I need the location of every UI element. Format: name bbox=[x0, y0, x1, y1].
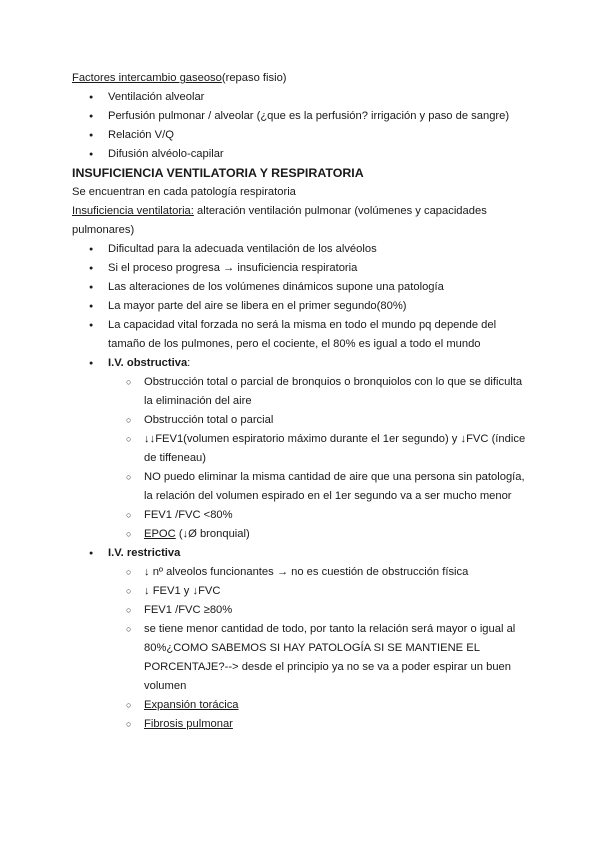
sub-item: ○ FEV1 /FVC ≥80% bbox=[108, 601, 532, 620]
sub-item: ○ Obstrucción total o parcial de bronquios o bronquiolos con lo que se dificulta la eliminación del aire bbox=[108, 373, 532, 411]
definition-text: alteración ventilación pulmonar (volúmenes y capacidades pulmonares) bbox=[72, 205, 487, 236]
restrictiva-sublist bbox=[108, 563, 532, 734]
main-bullets bbox=[72, 240, 532, 734]
document-page bbox=[72, 69, 532, 734]
list-item: ● Ventilación alveolar bbox=[72, 88, 532, 107]
list-item: ● Las alteraciones de los volúmenes dinámicos supone una patología bbox=[72, 278, 532, 297]
epoc-detail: (↓Ø bronquial) bbox=[175, 528, 250, 540]
sub-item: ○ FEV1 /FVC <80% bbox=[108, 506, 532, 525]
section-title-underlined: Factores intercambio gaseoso bbox=[72, 72, 222, 84]
definition-term: Insuficiencia ventilatoria: bbox=[72, 205, 194, 217]
list-item: ● Perfusión pulmonar / alveolar (¿que es la perfusión? irrigación y paso de sangre) bbox=[72, 107, 532, 126]
sub-item: ○ Obstrucción total o parcial bbox=[108, 411, 532, 430]
sub-item-link bbox=[108, 715, 532, 734]
definition bbox=[72, 202, 532, 240]
restrictiva-item bbox=[72, 544, 532, 734]
list-item: ● La mayor parte del aire se libera en el primer segundo(80%) bbox=[72, 297, 532, 316]
expansion-toracica-link[interactable]: Expansión torácica bbox=[144, 699, 239, 711]
main-heading: INSUFICIENCIA VENTILATORIA Y RESPIRATORIA bbox=[72, 166, 364, 180]
fibrosis-pulmonar-link[interactable]: Fibrosis pulmonar bbox=[144, 718, 233, 730]
sub-item-epoc bbox=[108, 525, 532, 544]
list-item: ● Dificultad para la adecuada ventilación de los alvéolos bbox=[72, 240, 532, 259]
restrictiva-label: I.V. restrictiva bbox=[108, 547, 181, 559]
obstructiva-label: I.V. obstructiva bbox=[108, 357, 188, 369]
epoc-link[interactable]: EPOC bbox=[144, 528, 176, 540]
sub-item: ○ NO puedo eliminar la misma cantidad de aire que una persona sin patología, la relación del volumen espirado en el 1er segundo va a ser mucho menor bbox=[108, 468, 532, 506]
section-title bbox=[72, 69, 532, 88]
list-item: ● Relación V/Q bbox=[72, 126, 532, 145]
sub-item-link bbox=[108, 696, 532, 715]
list-item: ● Difusión alvéolo-capilar bbox=[72, 145, 532, 164]
list-item: ● La capacidad vital forzada no será la misma en todo el mundo pq depende del tamaño de los pulmones, pero el cociente, el 80% es igual a todo el mundo bbox=[72, 316, 532, 354]
section-title-rest: (repaso fisio) bbox=[221, 72, 287, 84]
obstructiva-colon: : bbox=[187, 357, 191, 369]
sub-item: ○ ↓↓FEV1(volumen espiratorio máximo durante el 1er segundo) y ↓FVC (índice de tiffeneau) bbox=[108, 430, 532, 468]
obstructiva-sublist bbox=[108, 373, 532, 544]
obstructiva-item bbox=[72, 354, 532, 544]
list-item: ● Si el proceso progresa → insuficiencia respiratoria bbox=[72, 259, 532, 278]
sub-item: ○ ↓ FEV1 y ↓FVC bbox=[108, 582, 532, 601]
factors-list bbox=[72, 88, 532, 164]
sub-item: ○ se tiene menor cantidad de todo, por tanto la relación será mayor o igual al 80%¿COMO SABEMOS SI HAY PATOLOGÍA SI SE MANTIENE EL PORCENTAJE?--> desde el principio ya no se va a poder espirar un buen volumen bbox=[108, 620, 532, 696]
intro-text: Se encuentran en cada patología respiratoria bbox=[72, 186, 296, 198]
sub-item: ○ ↓ nº alveolos funcionantes → no es cuestión de obstrucción física bbox=[108, 563, 532, 582]
